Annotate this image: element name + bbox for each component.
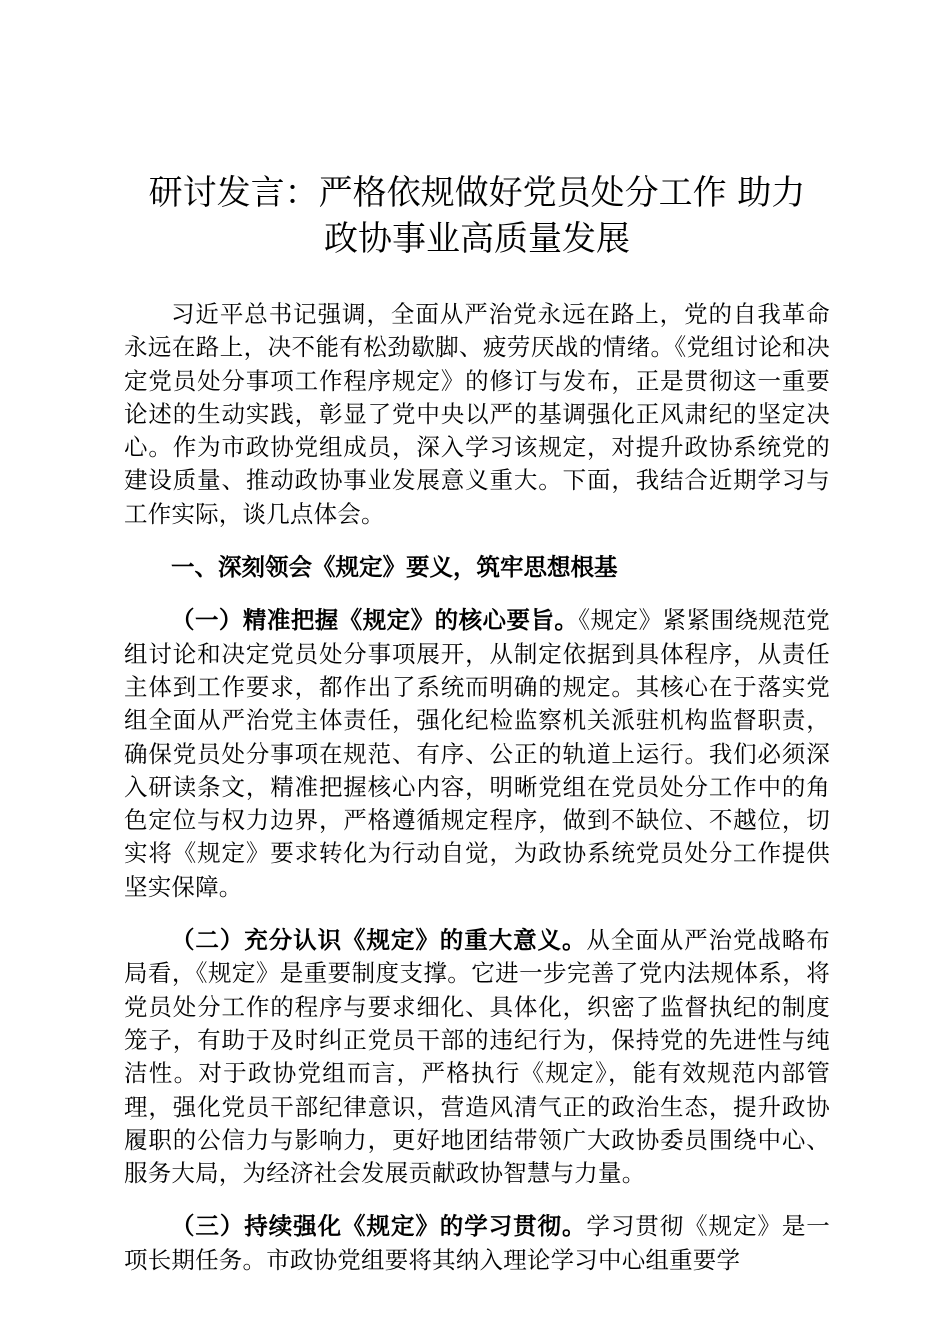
item-3-lead: （三）持续强化《规定》的学习贯彻。 [171,1212,587,1241]
item-2-paragraph [124,924,830,1190]
title-line-2: 政协事业高质量发展 [324,219,630,259]
document-title [124,170,830,262]
item-2-body: 从全面从严治党战略布局看，《规定》是重要制度支撑。它进一步完善了党内法规体系，将党员处分工作的程序与要求细化、具体化，织密了监督执纪的制度笼子，有助于及时纠正党员干部的违纪行为，保持党的先进性与纯洁性。对于政协党组而言，严格执行《规定》，能有效规范内部管理，强化党员干部纪律意识，营造风清气正的政治生态，提升政协履职的公信力与影响力，更好地团结带领广大政协委员围绕中心、服务大局，为经济社会发展贡献政协智慧与力量。 [124,926,830,1188]
item-1-body: 《规定》紧紧围绕规范党组讨论和决定党员处分事项展开，从制定依据到具体程序，从责任主体到工作要求，都作出了系统而明确的规定。其核心在于落实党组全面从严治党主体责任，强化纪检监察机关派驻机构监督职责，确保党员处分事项在规范、有序、公正的轨道上运行。我们必须深入研读条文，精准把握核心内容，明晰党组在党员处分工作中的角色定位与权力边界，严格遵循规定程序，做到不缺位、不越位，切实将《规定》要求转化为行动自觉，为政协系统党员处分工作提供坚实保障。 [124,606,831,901]
item-3-paragraph [124,1210,830,1277]
intro-paragraph: 习近平总书记强调，全面从严治党永远在路上，党的自我革命永远在路上，决不能有松劲歇脚、疲劳厌战的情绪。《党组讨论和决定党员处分事项工作程序规定》的修订与发布，正是贯彻这一重要论述的生动实践，彰显了党中央以严的基调强化正风肃纪的坚定决心。作为市政协党组成员，深入学习该规定，对提升政协系统党的建设质量、推动政协事业发展意义重大。下面，我结合近期学习与工作实际，谈几点体会。 [124,300,830,528]
section-1-heading: 一、深刻领会《规定》要义，筑牢思想根基 [171,553,618,582]
document-page [124,170,830,1277]
item-1-lead: （一）精准把握《规定》的核心要旨。 [171,606,579,635]
title-line-1: 研讨发言：严格依规做好党员处分工作 助力 [148,173,806,213]
item-3-body: 学习贯彻《规定》是一项长期任务。市政协党组要将其纳入理论学习中心组重要学 [124,1212,830,1274]
item-1-paragraph [124,604,830,904]
item-2-lead: （二）充分认识《规定》的重大意义。 [171,926,587,955]
